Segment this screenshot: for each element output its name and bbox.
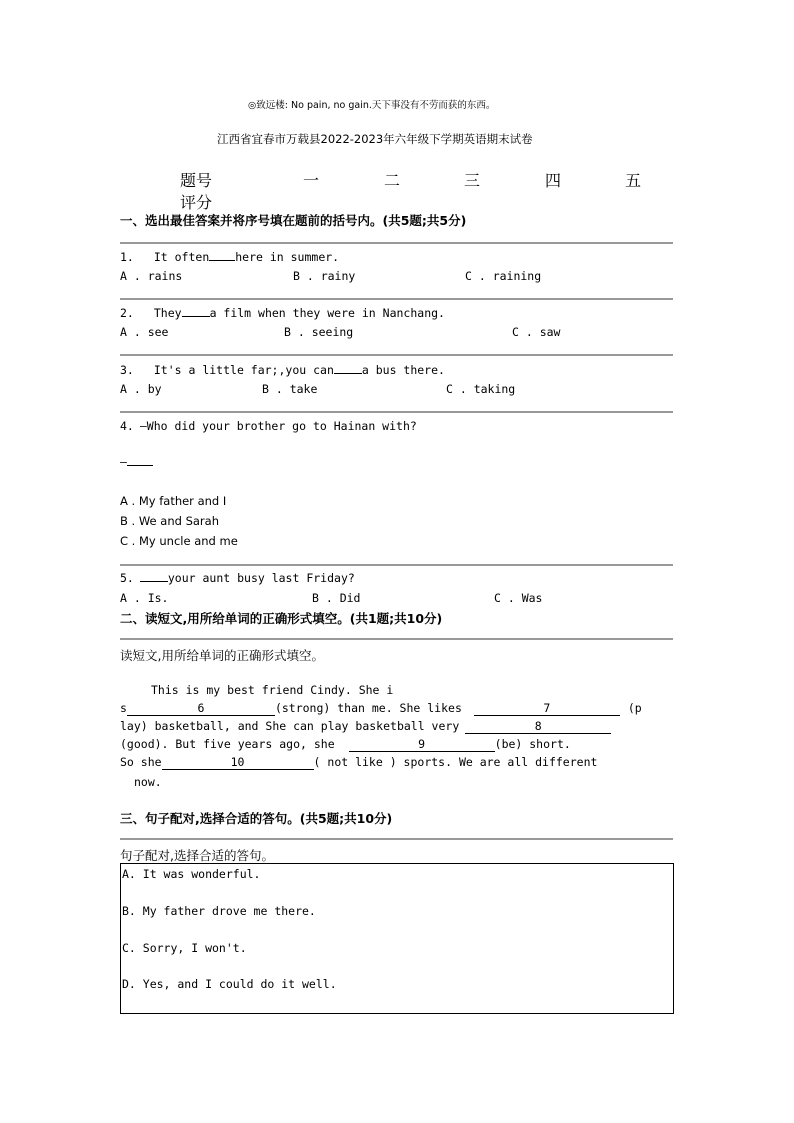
- question-text: your aunt busy last Friday?: [167, 571, 355, 585]
- passage-text: s: [120, 701, 127, 715]
- option-c[interactable]: C . Was: [494, 591, 543, 605]
- passage-line: [120, 755, 597, 770]
- option-b[interactable]: B . Did: [312, 591, 361, 605]
- option-b[interactable]: B . seeing: [284, 325, 354, 339]
- option-c[interactable]: C . taking: [446, 382, 516, 396]
- fill-blank-10[interactable]: 10: [162, 755, 314, 770]
- question-text: —Who did your brother go to Hainan with?: [139, 419, 417, 433]
- exam-title: 江西省宜春市万载县2022-2023年六年级下学期英语期末试卷: [217, 132, 533, 146]
- passage-line: [120, 719, 611, 734]
- option-c[interactable]: C . saw: [512, 325, 561, 339]
- option-a[interactable]: A . see: [120, 325, 169, 339]
- question-number: 3.: [120, 363, 134, 377]
- divider: [120, 354, 673, 356]
- divider: [120, 564, 673, 566]
- section-instruction: 读短文,用所给单词的正确形式填空。: [120, 648, 324, 663]
- answer-choice[interactable]: D. Yes, and I could do it well.: [122, 977, 337, 991]
- score-column-header: 三: [464, 171, 481, 190]
- question-text: here in summer.: [235, 250, 340, 264]
- question-number: 5.: [120, 571, 134, 585]
- option-c[interactable]: C . raining: [465, 269, 542, 283]
- option-a[interactable]: A . Is.: [120, 591, 169, 605]
- score-column-header: 四: [545, 171, 562, 190]
- passage-line: [120, 737, 571, 752]
- question-text: a film when they were in Nanchang.: [209, 306, 445, 320]
- question-stem: [120, 571, 355, 585]
- answer-blank[interactable]: [127, 465, 153, 466]
- fill-blank-7[interactable]: 7: [474, 701, 620, 716]
- divider: [120, 242, 673, 244]
- divider: [120, 411, 673, 413]
- divider: [120, 298, 673, 300]
- question-text: It often: [153, 250, 210, 264]
- answer-blank[interactable]: [140, 581, 168, 582]
- passage-text: (p: [627, 701, 642, 715]
- section-instruction: 句子配对,选择合适的答句。: [120, 848, 274, 863]
- divider: [120, 838, 673, 840]
- score-row-label: 题号: [180, 171, 213, 190]
- question-number: 2.: [120, 306, 134, 320]
- answer-choice[interactable]: A. It was wonderful.: [122, 867, 261, 881]
- answer-blank[interactable]: [209, 260, 235, 261]
- score-row-label: 评分: [180, 193, 213, 212]
- answer-blank[interactable]: [334, 373, 362, 374]
- option-a[interactable]: A . My father and I: [120, 494, 227, 508]
- question-text: It's a little far;,you can: [153, 363, 334, 377]
- passage-text: (be) short.: [494, 737, 571, 751]
- passage-text: So she: [120, 755, 162, 769]
- passage-line: This is my best friend Cindy. She i: [151, 683, 394, 697]
- section-heading: 一、选出最佳答案并将序号填在题前的括号内。(共5题;共5分): [120, 213, 467, 228]
- answer-blank[interactable]: [182, 316, 210, 317]
- option-a[interactable]: A . by: [120, 382, 162, 396]
- question-number: 1.: [120, 250, 134, 264]
- answer-line: [120, 455, 153, 469]
- question-number: 4.: [120, 419, 134, 433]
- score-column-header: 二: [384, 171, 401, 190]
- question-text: They: [153, 306, 182, 320]
- divider: [120, 638, 673, 640]
- question-text: a bus there.: [361, 363, 445, 377]
- passage-line: now.: [134, 775, 162, 789]
- question-stem: [120, 419, 417, 433]
- answer-choices-box: [120, 863, 674, 1014]
- motto-line: ◎致远楼: No pain, no gain.天下事没有不劳而获的东西。: [248, 100, 496, 111]
- question-stem: [120, 306, 445, 320]
- passage-line: [120, 701, 642, 716]
- passage-text: (good). But five years ago, she: [120, 737, 335, 751]
- option-c[interactable]: C . My uncle and me: [120, 534, 238, 548]
- passage-text: lay) basketball, and She can play basketball very: [120, 719, 460, 733]
- question-stem: [120, 250, 339, 264]
- fill-blank-6[interactable]: 6: [127, 701, 275, 716]
- section-heading: 三、句子配对,选择合适的答句。(共5题;共10分): [120, 811, 393, 826]
- section-heading: 二、读短文,用所给单词的正确形式填空。(共1题;共10分): [120, 611, 443, 626]
- passage-text: ( not like ) sports. We are all different: [313, 755, 598, 769]
- option-b[interactable]: B . take: [262, 382, 318, 396]
- answer-choice[interactable]: B. My father drove me there.: [122, 904, 316, 918]
- answer-choice[interactable]: C. Sorry, I won't.: [122, 941, 247, 955]
- score-column-header: 五: [625, 171, 642, 190]
- score-column-header: 一: [303, 171, 320, 190]
- fill-blank-9[interactable]: 9: [349, 737, 495, 752]
- passage-text: (strong) than me. She likes: [274, 701, 462, 715]
- question-stem: [120, 363, 445, 377]
- dash-mark: —: [120, 455, 127, 469]
- option-a[interactable]: A . rains: [120, 269, 183, 283]
- option-b[interactable]: B . rainy: [293, 269, 356, 283]
- option-b[interactable]: B . We and Sarah: [120, 514, 219, 528]
- fill-blank-8[interactable]: 8: [465, 719, 611, 734]
